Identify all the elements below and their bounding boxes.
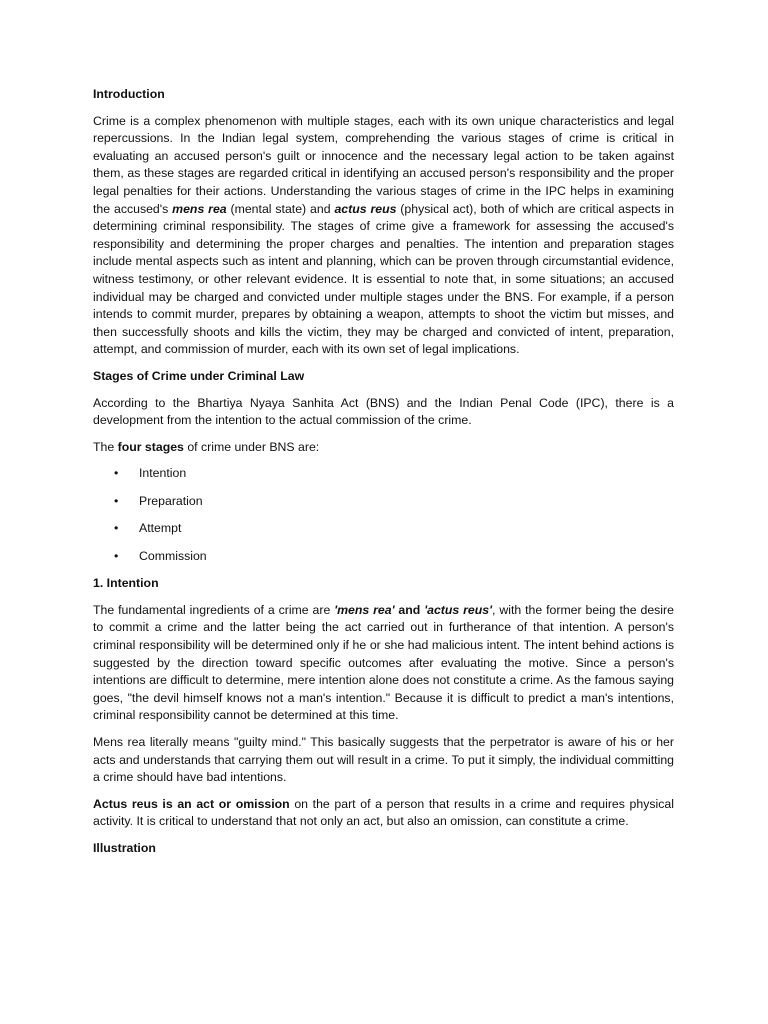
heading-stages-of-crime: Stages of Crime under Criminal Law [93,368,305,383]
text-run: According to the Bhartiya Nyaya Sanhita Act (BNS) and the Indian Penal Code (IPC), there is a development from the intention to the actual commission of the crime. [93,395,674,428]
text-run: The [93,439,118,454]
document-page [93,86,674,867]
text-run: Mens rea literally means "guilty mind." This basically suggests that the perpetrator is aware of his or her acts and understands that carrying them out will result in a crime. To put it simply, the individual committing a crime should have bad intentions. [93,735,674,785]
list-item-label: Intention [139,466,187,481]
bullet-icon: • [114,466,119,481]
heading-intention: 1. Intention [93,576,159,591]
intention-paragraph-3 [93,796,674,831]
text-run: (physical act), both of which are critical aspects in determining criminal responsibility. The stages of crime give a framework for assessing the accused's responsibility and determining the proper charges and penalties. The intention and preparation stages include mental aspects such as intent and planning, which can be proven through circumstantial evidence, witness testimony, or other relevant evidence. It is essential to note that, in some situations; an accused individual may be charged and convicted under multiple stages under the BNS. For example, if a person intends to commit murder, prepares by obtaining a weapon, attempts to shoot the victim but misses, and then successfully shoots and kills the victim, they may be charged and convicted of intent, preparation, attempt, and commission of murder, each with its own set of legal implications. [93,201,674,357]
list-item-label: Commission [139,548,207,563]
list-item [93,493,674,521]
text-run: , with the former being the desire to commit a crime and the latter being the act carried out in furtherance of that intention. A person's criminal responsibility will be determined only if he or she had malicious intent. The intent behind actions is suggested by the direction toward specific outcomes after evaluating the motive. Since a person's intentions are difficult to determine, mere intention alone does not constitute a crime. As the famous saying goes, "the devil himself knows not a man's intention." Because it is difficult to predict a man's intentions, criminal responsibility cannot be determined at this time. [93,602,674,723]
list-item [93,548,674,576]
stages-lead [93,439,674,457]
text-run: 'mens rea' [334,602,395,617]
bullet-icon: • [114,548,119,563]
text-run: Crime is a complex phenomenon with multiple stages, each with its own unique characteristics and legal repercussions. In the Indian legal system, comprehending the various stages of crime is critical in evaluating an accused person's guilt or innocence and the necessary legal action to be taken against them, as these stages are regarded critical in identifying an accused person's responsibility and the proper legal penalties for their actions. Understanding the various stages of crime in the IPC helps in examining the accused's [93,113,674,216]
bullet-icon: • [114,493,119,508]
list-item [93,465,674,493]
heading-illustration: Illustration [93,841,156,855]
list-item [93,520,674,548]
text-run: on the part of a person that results in a crime and requires physical activity. It is critical to understand that not only an act, but also an omission, can constitute a crime. [93,796,674,829]
text-run: actus reus [334,201,397,216]
stages-list [93,465,674,575]
text-run: The fundamental ingredients of a crime are [93,602,335,617]
bullet-icon: • [114,521,119,536]
text-run: four stages [117,439,184,454]
text-run: Actus reus is an act or omission [93,796,290,811]
text-run: mens rea [172,201,227,216]
list-item-label: Preparation [139,493,203,508]
stages-paragraph [93,395,674,430]
intention-paragraph-1 [93,602,674,725]
text-run: 'actus reus' [424,602,493,617]
list-item-label: Attempt [139,521,182,536]
intention-paragraph-2 [93,734,674,787]
text-run: and [394,602,425,617]
text-run: (mental state) and [226,201,335,216]
intro-paragraph [93,113,674,359]
text-run: of crime under BNS are: [183,439,320,454]
heading-introduction: Introduction [93,87,165,101]
